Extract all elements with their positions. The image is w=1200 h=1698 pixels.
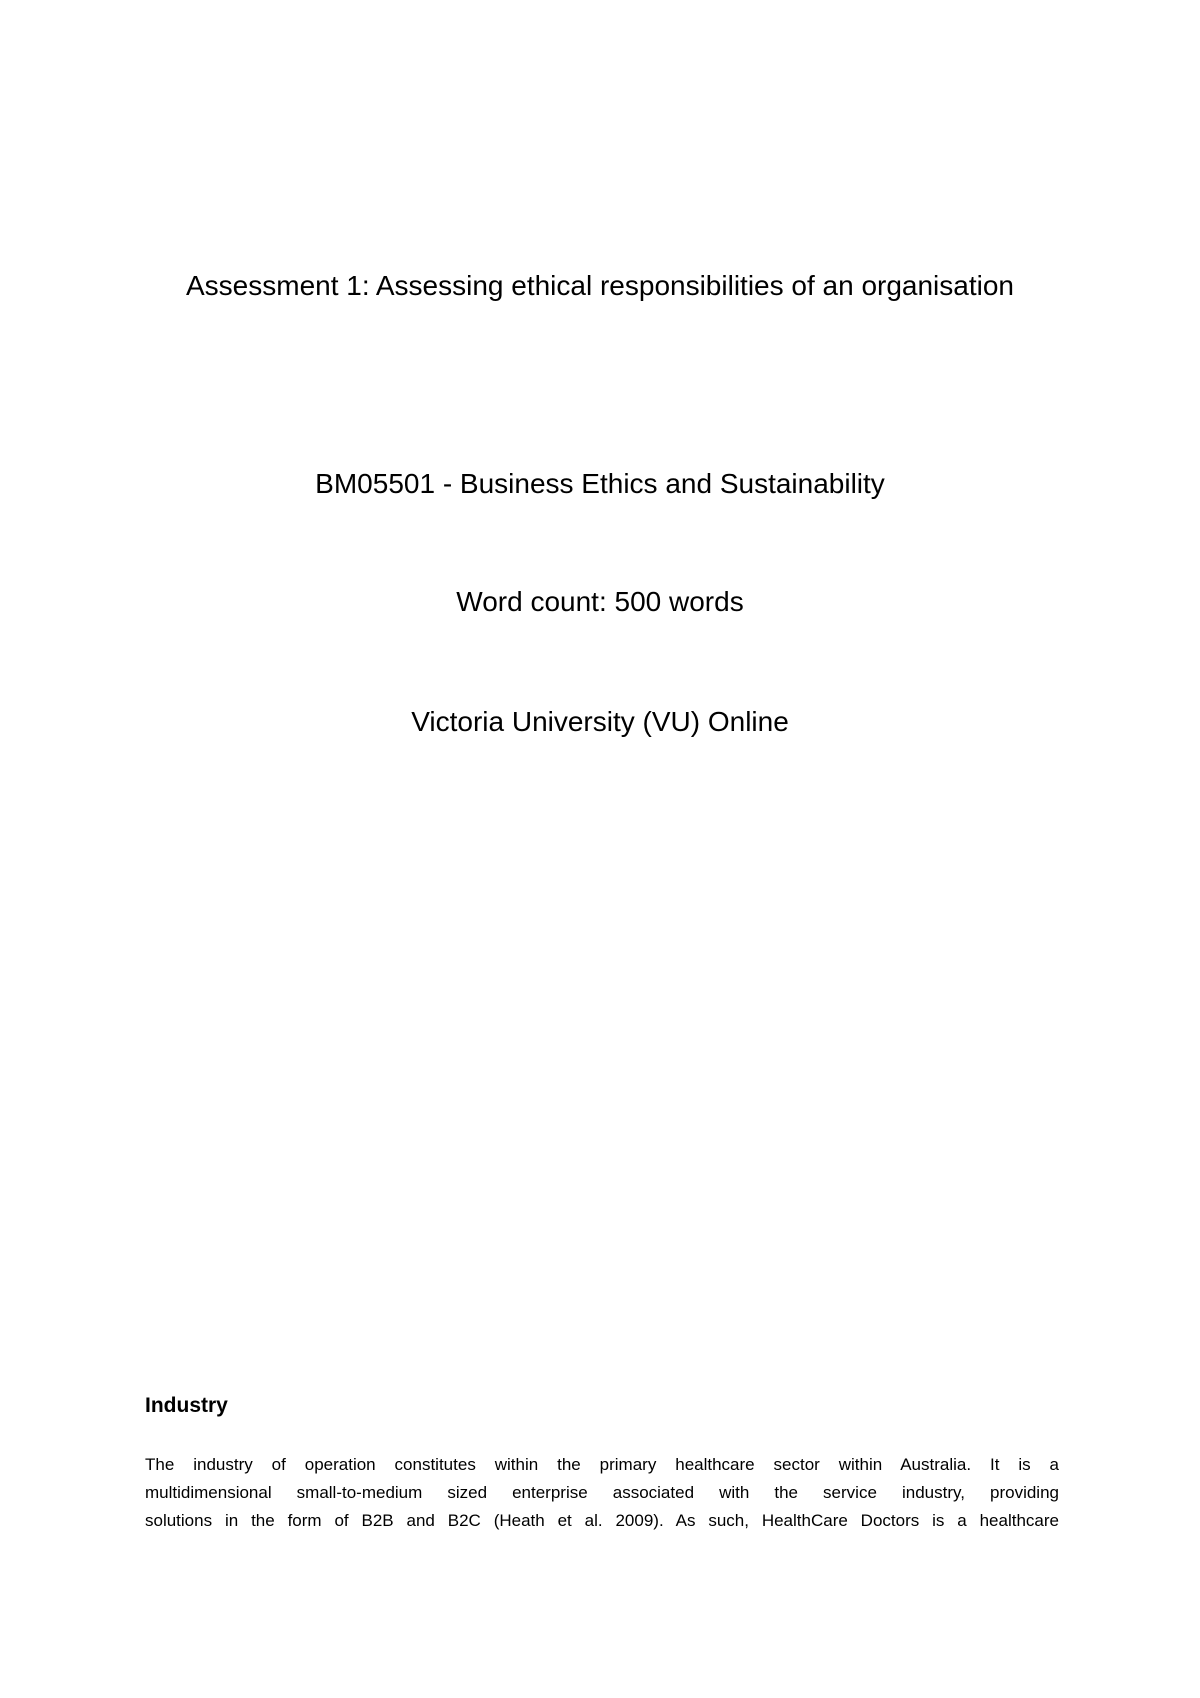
industry-paragraph — [145, 1451, 1059, 1535]
course-code-title: BM05501 - Business Ethics and Sustainability — [315, 468, 885, 499]
paragraph-line: solutions in the form of B2B and B2C (Heath et al. 2009). As such, HealthCare Doctors is a healthcare — [145, 1511, 1059, 1530]
section-heading-industry: Industry — [145, 1394, 228, 1417]
document-title: Assessment 1: Assessing ethical responsibilities of an organisation — [186, 270, 1014, 301]
word-count: Word count: 500 words — [456, 586, 744, 617]
paragraph-line: The industry of operation constitutes within the primary healthcare sector within Australia. It is a — [145, 1455, 1059, 1474]
institution-name: Victoria University (VU) Online — [411, 706, 789, 737]
paragraph-line: multidimensional small-to-medium sized enterprise associated with the service industry, providing — [145, 1483, 1059, 1502]
